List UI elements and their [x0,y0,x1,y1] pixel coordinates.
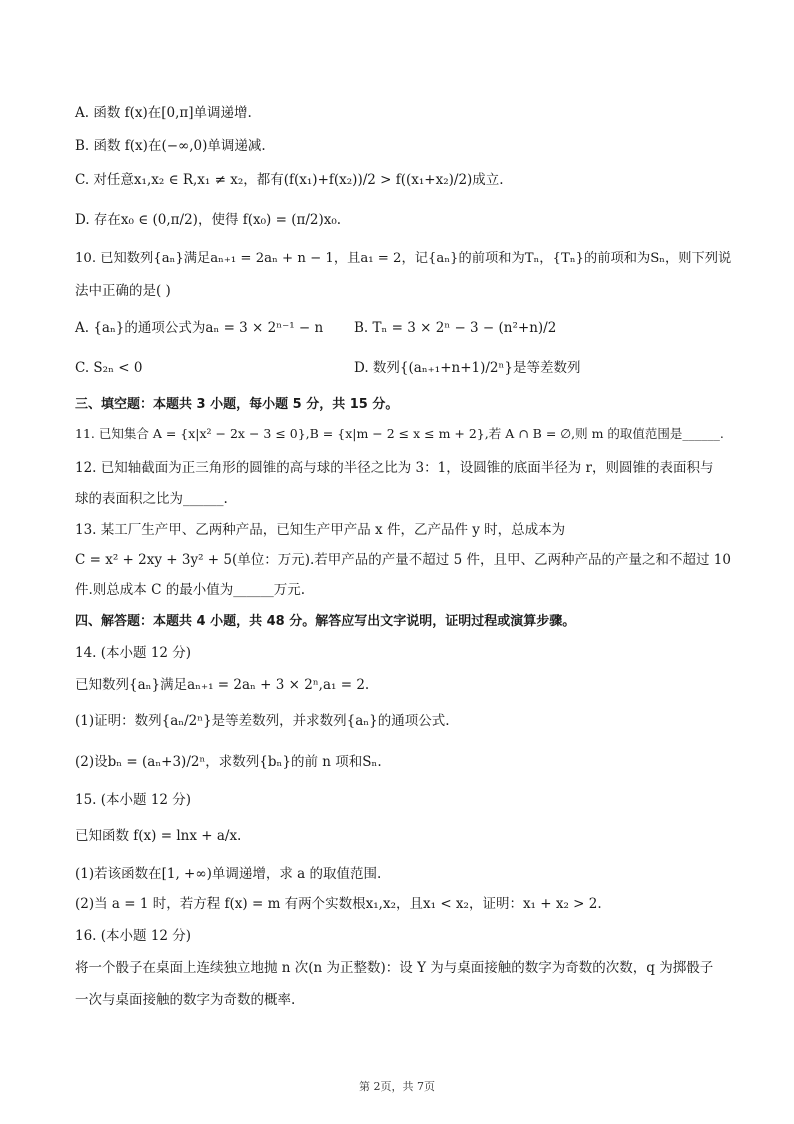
option-10c: C. S₂ₙ < 0 [75,360,143,376]
question-15-stem: 已知函数 f(x) = lnx + a/x. [75,828,242,844]
question-14-part2: (2)设bₙ = (aₙ+3)/2ⁿ，求数列{bₙ}的前 n 项和Sₙ. [75,754,382,770]
question-16-stem-cont: 一次与桌面接触的数字为奇数的概率. [75,992,296,1008]
option-9b: B. 函数 f(x)在(−∞,0)单调递减. [75,138,266,154]
question-15-part2: (2)当 a = 1 时，若方程 f(x) = m 有两个实数根x₁,x₂，且x₁ < x₂，证明：x₁ + x₂ > 2. [75,896,602,912]
question-14-header: 14. (本小题 12 分) [75,645,192,661]
option-10a: A. {aₙ}的通项公式为aₙ = 3 × 2ⁿ⁻¹ − n [75,320,324,336]
question-12: 12. 已知轴截面为正三角形的圆锥的高与球的半径之比为 3：1，设圆锥的底面半径为 r，则圆锥的表面积与 [75,460,714,476]
page-footer: 第 2页，共 7页 [359,1080,435,1093]
question-14-stem: 已知数列{aₙ}满足aₙ₊₁ = 2aₙ + 3 × 2ⁿ,a₁ = 2. [75,677,370,693]
option-9a: A. 函数 f(x)在[0,π]单调递增. [75,105,252,121]
question-13-cont: C = x² + 2xy + 3y² + 5(单位：万元).若甲产品的产量不超过 5 件，且甲、乙两种产品的产量之和不超过 10 [75,552,731,568]
question-13-cont2: 件.则总成本 C 的最小值为______万元. [75,582,305,598]
option-9c: C. 对任意x₁,x₂ ∈ R,x₁ ≠ x₂，都有(f(x₁)+f(x₂))/2 > f((x₁+x₂)/2)成立. [75,172,504,188]
question-16-header: 16. (本小题 12 分) [75,928,192,944]
option-10d: D. 数列{(aₙ₊₁+n+1)/2ⁿ}是等差数列 [354,360,581,376]
question-13: 13. 某工厂生产甲、乙两种产品，已知生产甲产品 x 件，乙产品件 y 时，总成本为 [75,522,566,538]
question-16-stem: 将一个骰子在桌面上连续独立地抛 n 次(n 为正整数)：设 Y 为与桌面接触的数字为奇数的次数，q 为掷骰子 [75,960,714,976]
question-15-header: 15. (本小题 12 分) [75,792,192,808]
section-heading-fill-in: 三、填空题：本题共 3 小题，每小题 5 分，共 15 分。 [75,397,399,412]
question-10-stem: 10. 已知数列{aₙ}满足aₙ₊₁ = 2aₙ + n − 1，且a₁ = 2，记{aₙ}的前项和为Tₙ，{Tₙ}的前项和为Sₙ，则下列说 [75,251,732,266]
option-9d: D. 存在x₀ ∈ (0,π/2)，使得 f(x₀) = (π/2)x₀. [75,212,342,228]
question-10-stem-cont: 法中正确的是( ) [75,283,171,299]
question-11: 11. 已知集合 A = {x|x² − 2x − 3 ≤ 0},B = {x|m − 2 ≤ x ≤ m + 2},若 A ∩ B = ∅,则 m 的取值范围是______. [75,426,724,441]
section-heading-answers: 四、解答题：本题共 4 小题，共 48 分。解答应写出文字说明，证明过程或演算步骤。 [75,614,576,629]
question-14-part1: (1)证明：数列{aₙ/2ⁿ}是等差数列，并求数列{aₙ}的通项公式. [75,713,450,729]
question-12-cont: 球的表面积之比为______. [75,491,228,507]
option-10b: B. Tₙ = 3 × 2ⁿ − 3 − (n²+n)/2 [354,320,557,336]
question-15-part1: (1)若该函数在[1, +∞)单调递增，求 a 的取值范围. [75,866,382,882]
